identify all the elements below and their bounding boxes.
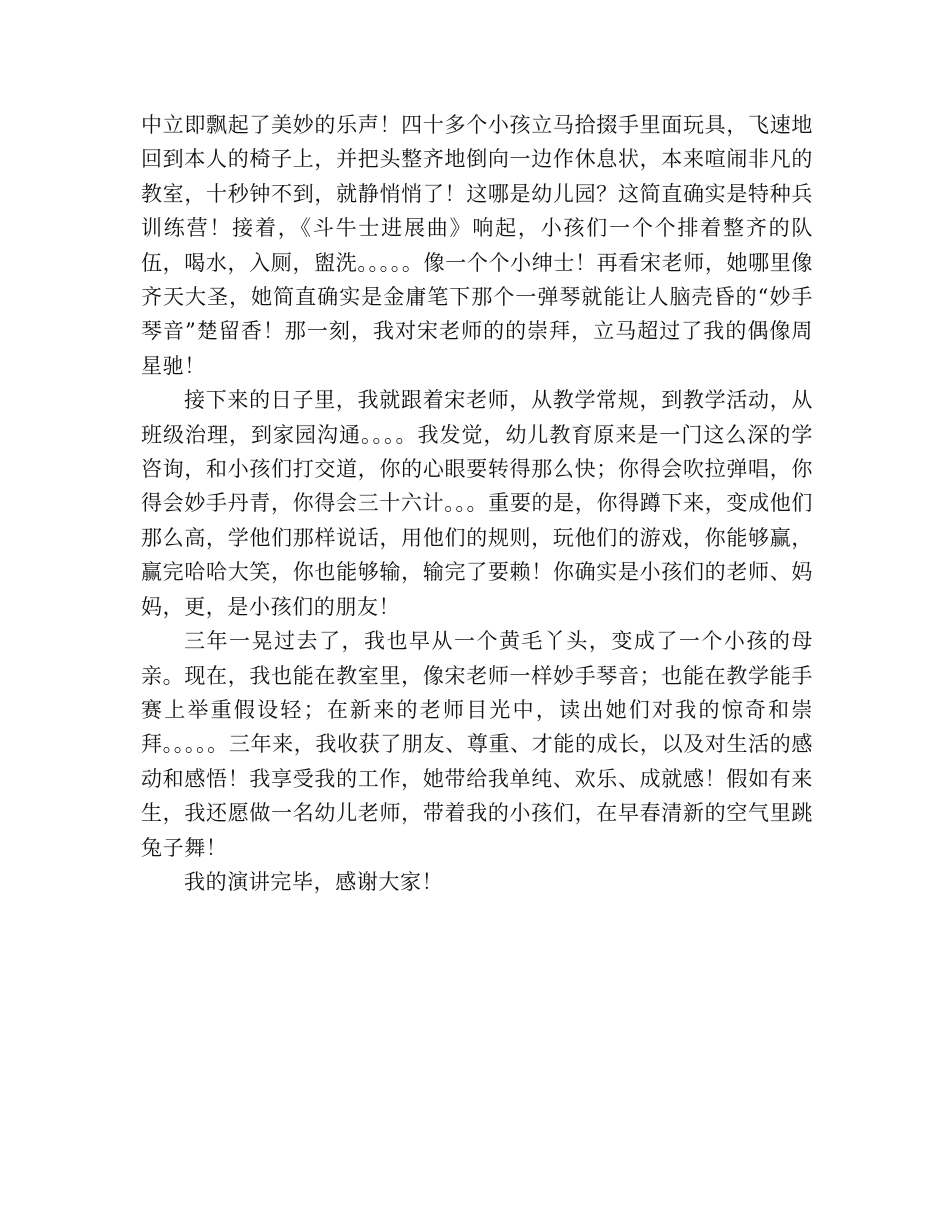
paragraph-closing: 我的演讲完毕，感谢大家！ (184, 869, 444, 894)
paragraph-3: 三年一晃过去了，我也早从一个黄毛丫头，变成了一个小孩的母亲。现在，我也能在教室里，像宋老师一样妙手琴音；也能在教学能手赛上举重假设轻；在新来的老师目光中，读出她们对我的惊奇和崇拜。。。。。三年来，我收获了朋友、尊重、才能的成长，以及对生活的感动和感悟！我享受我的工作，她带给我单纯、欢乐、成就感！假如有来生，我还愿做一名幼儿老师，带着我的小孩们，在早春清新的空气里跳兔子舞！ (141, 629, 813, 860)
speech-body (141, 108, 813, 899)
paragraph-1: 中立即飘起了美妙的乐声！四十多个小孩立马拾掇手里面玩具，飞速地回到本人的椅子上，并把头整齐地倒向一边作休息状，本来喧闹非凡的教室，十秒钟不到，就静悄悄了！这哪是幼儿园？这简直确实是特种兵训练营！接着，《斗牛士进展曲》响起，小孩们一个个排着整齐的队伍，喝水，入厕，盥洗。。。。。像一个个小绅士！再看宋老师，她哪里像齐天大圣，她简直确实是金庸笔下那个一弹琴就能让人脑壳昏的“妙手琴音”楚留香！那一刻，我对宋老师的的崇拜，立马超过了我的偶像周星驰！ (141, 113, 813, 378)
paragraph-2: 接下来的日子里，我就跟着宋老师，从教学常规，到教学活动，从班级治理，到家园沟通。。。。我发觉，幼儿教育原来是一门这么深的学咨询，和小孩们打交道，你的心眼要转得那么快；你得会吹拉弹唱，你得会妙手丹青，你得会三十六计。。。重要的是，你得蹲下来，变成他们那么高，学他们那样说话，用他们的规则，玩他们的游戏，你能够赢，赢完哈哈大笑，你也能够输，输完了要赖！你确实是小孩们的老师、妈妈，更，是小孩们的朋友！ (141, 388, 813, 619)
